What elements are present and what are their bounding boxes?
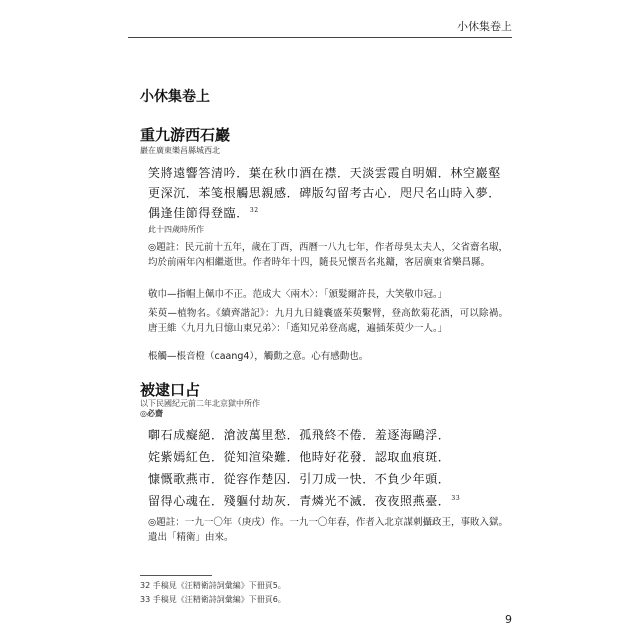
footnote-marker: 32 <box>249 207 259 214</box>
poem-line <box>148 204 259 221</box>
running-header: 小休集卷上 <box>457 20 512 33</box>
header-rule <box>128 37 512 38</box>
poem-line <box>148 492 460 509</box>
footnote: 33 手稿見《汪精衛詩詞彙編》下冊頁6。 <box>140 595 286 604</box>
poem-line-text: 留得心魂在．殘軀付劫灰．青燐光不滅．夜夜照燕臺． <box>148 494 451 508</box>
poem-line: 更深沉．苯笺根觸思親感．碑版勾留考古心．咫尺名山時入夢． <box>148 186 501 200</box>
poem-title: 被逮口占 <box>140 381 201 399</box>
poem-marker: ◎必齋 <box>140 409 163 418</box>
commentary-paragraph: 敬巾—指帽上佩巾不正。范成大〈兩木〉：「頒髮爾許長，大笑敬巾冠。」 <box>148 289 448 300</box>
commentary-paragraph: ◎題註：民元前十五年，歲在丁酉，西曆一八九七年，作者母吳太夫人，父省齋名琡，均於前兩年內相繼逝世。作者時年十四，隨長兄懷吾名兆鏞，客居廣東省樂昌縣。 <box>148 242 508 268</box>
poem-line-text: 偶逢佳節得登臨． <box>148 206 249 220</box>
poem-title: 重九游西石巖 <box>140 126 231 144</box>
commentary-paragraph: 棖觸—棖音橙（caang4），觸動之意。心有感動也。 <box>148 351 369 362</box>
poem-line: 姹紫嫣紅色．從知渲染難．他時好花發．認取血痕斑． <box>148 450 451 464</box>
page-number: 9 <box>505 613 512 626</box>
date-note: 此十四歲時所作 <box>148 225 204 234</box>
chapter-title: 小休集卷上 <box>140 89 210 105</box>
commentary-paragraph: 茱萸—植物名。《續齊諧記》：九月九日縫囊盛茱萸繫臂，登高飲菊花酒，可以除禍。唐王維〈九月九日憶山東兄弟〉：「遙知兄弟登高處，遍插茱萸少一人。」 <box>148 308 508 334</box>
footnote-rule <box>140 575 212 576</box>
poem-line: 笑將遠響答清吟．葉在秋巾酒在襟．天淡雲霞自明媚．林空巖壑 <box>148 166 501 180</box>
poem-subtitle: 巖在廣東樂昌縣城西北 <box>140 146 220 155</box>
footnote: 32 手稿見《汪精衛詩詞彙編》下冊頁5。 <box>140 581 286 590</box>
poem-line: 啣石成癡絕．滄波萬里愁．孤飛終不倦．羞逐海鷗浮． <box>148 428 451 442</box>
commentary-paragraph: ◎題註：一九一〇年（庚戌）作。一九一〇年春，作者入北京謀刺攝政王，事敗入獄。遺出「精衛」由來。 <box>148 517 508 543</box>
footnote-marker: 33 <box>451 495 461 502</box>
poem-line: 慷慨歌燕市．從容作楚囚．引刀成一快．不負少年頭． <box>148 472 451 486</box>
poem-subtitle: 以下民國紀元前二年北京獄中所作 <box>140 399 260 408</box>
